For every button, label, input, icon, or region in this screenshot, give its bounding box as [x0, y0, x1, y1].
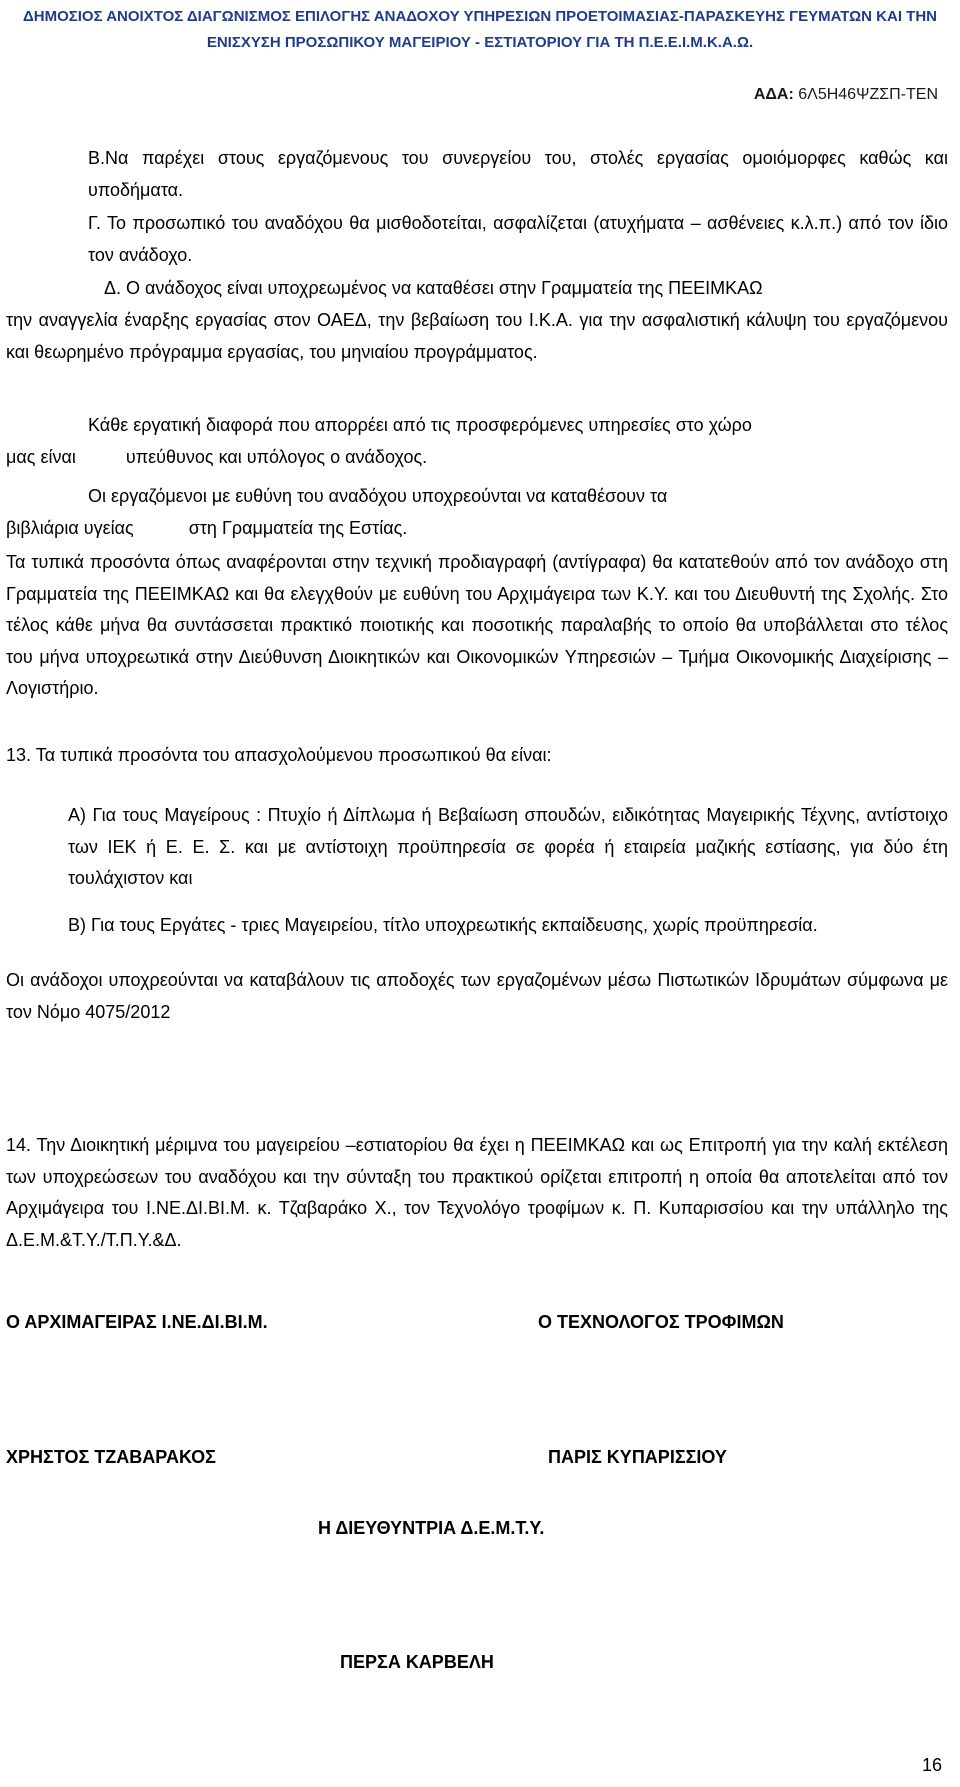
- paragraph-payment: Οι ανάδοχοι υποχρεούνται να καταβάλουν τις αποδοχές των εργαζομένων μέσω Πιστωτικών Ιδρυμάτων σύμφωνα με τον Νόμο 4075/2012: [6, 970, 948, 1022]
- paragraph-g: Γ. Το προσωπικό του αναδόχου θα μισθοδοτείται, ασφαλίζεται (ατυχήματα – ασθένειες κ.λ.π.) από τον ίδιο τον ανάδοχο.: [88, 213, 948, 265]
- signature-tech-name: ΠΑΡΙΣ ΚΥΠΑΡΙΣΣΙΟΥ: [548, 1447, 727, 1467]
- header-line-2: ΕΝΙΣΧΥΣΗ ΠΡΟΣΩΠΙΚΟΥ ΜΑΓΕΙΡΙΟΥ - ΕΣΤΙΑΤΟΡΙΟΥ ΓΙΑ ΤΗ Π.Ε.Ε.Ι.Μ.Κ.Α.Ω.: [206, 34, 754, 51]
- paragraph-d: την αναγγελία έναρξης εργασίας στον ΟΑΕΔ, την βεβαίωση του Ι.Κ.Α. για την ασφαλιστική κάλυψη του εργαζόμενου και θεωρημένο πρόγραμμα εργασίας, του μηνιαίου προγράμματος.: [6, 310, 948, 362]
- paragraph-qualifications: Τα τυπικά προσόντα όπως αναφέρονται στην τεχνική προδιαγραφή (αντίγραφα) θα κατατεθούν από τον ανάδοχο στη Γραμματεία της ΠΕΕΙΜΚΑΩ και θα ελεγχθούν με ευθύνη του Αρχιμάγειρα των Κ.Υ. και του Διευθυντή της Σχολής. Στο τέλος κάθε μήνα θα συντάσσεται πρακτικό ποιοτικής και ποσοτικής παραλαβής το οποίο θα υποβάλλεται στο τέλος του μήνα υποχρεωτικά στην Διεύθυνση Διοικητικών και Οικονομικών Υπηρεσιών – Τμήμα Οικονομικής Διαχείρισης –Λογιστήριο.: [6, 552, 948, 698]
- signature-chef-name: ΧΡΗΣΤΟΣ ΤΖΑΒΑΡΑΚΟΣ: [6, 1447, 216, 1467]
- signature-chef-title: Ο ΑΡΧΙΜΑΓΕΙΡΑΣ Ι.ΝΕ.ΔΙ.ΒΙ.Μ.: [6, 1312, 268, 1332]
- paragraph-b: Β.Να παρέχει στους εργαζόμενους του συνεργείου του, στολές εργασίας ομοιόμορφες καθώς και υποδήματα.: [88, 148, 948, 200]
- paragraph-labor-first-line: Κάθε εργατική διαφορά που απορρέει από τις προσφερόμενες υπηρεσίες στο χώρο: [88, 415, 752, 435]
- item-13-b: Β) Για τους Εργάτες - τριες Μαγειρείου, τίτλο υποχρεωτικής εκπαίδευσης, χωρίς προϋπηρεσία.: [68, 915, 818, 935]
- header-line-1: ΔΗΜΟΣΙΟΣ ΑΝΟΙΧΤΟΣ ΔΙΑΓΩΝΙΣΜΟΣ ΕΠΙΛΟΓΗΣ ΑΝΑΔΟΧΟΥ ΥΠΗΡΕΣΙΩΝ ΠΡΟΕΤΟΙΜΑΣΙΑΣ-ΠΑΡΑΣΚΕΥΗΣ ΓΕΥΜΑΤΩΝ ΚΑΙ ΤΗΝ: [22, 8, 938, 25]
- signature-director-name: ΠΕΡΣΑ ΚΑΡΒΕΛΗ: [340, 1652, 494, 1672]
- ada-value: 6Λ5Η46ΨΖΣΠ-ΤΕΝ: [793, 86, 938, 103]
- ada-label: ΑΔΑ:: [753, 86, 794, 103]
- paragraph-d-first-line: Δ. Ο ανάδοχος είναι υποχρεωμένος να καταθέσει στην Γραμματεία της ΠΕΕΙΜΚΑΩ: [104, 278, 763, 298]
- item-13-a: Α) Για τους Μαγείρους : Πτυχίο ή Δίπλωμα ή Βεβαίωση σπουδών, ειδικότητας Μαγειρικής Τέχνης, αντίστοιχο των ΙΕΚ ή Ε. Ε. Σ. και με αντίστοιχη προϋπηρεσία σε φορέα ή εταιρεία μαζικής εστίασης, για δύο έτη τουλάχιστον και: [68, 805, 948, 888]
- item-14: 14. Την Διοικητική μέριμνα του μαγειρείου –εστιατορίου θα έχει η ΠΕΕΙΜΚΑΩ και ως Επιτροπή για την καλή εκτέλεση των υποχρεώσεων του αναδόχου και την σύνταξη του πρακτικού ορίζεται επιτροπή η οποία θα αποτελείται από τον Αρχιμάγειρα του Ι.ΝΕ.ΔΙ.ΒΙ.Μ. κ. Τζαβαράκο Χ., τον Τεχνολόγο τροφίμων κ. Π. Κυπαρισσίου και την υπάλληλο της Δ.Ε.Μ.&Τ.Υ./Τ.Π.Υ.&Δ.: [6, 1135, 948, 1250]
- page-number: 16: [921, 1755, 942, 1775]
- paragraph-health: βιβλιάρια υγείας στη Γραμματεία της Εστίας.: [6, 518, 408, 538]
- paragraph-labor: μας είναι υπεύθυνος και υπόλογος ο ανάδοχος.: [6, 447, 428, 467]
- signature-director-title: Η ΔΙΕΥΘΥΝΤΡΙΑ Δ.Ε.Μ.Τ.Υ.: [318, 1518, 545, 1538]
- document-header: [0, 4, 960, 56]
- item-13-heading: 13. Τα τυπικά προσόντα του απασχολούμενου προσωπικού θα είναι:: [6, 745, 552, 765]
- signature-tech-title: Ο ΤΕΧΝΟΛΟΓΟΣ ΤΡΟΦΙΜΩΝ: [538, 1312, 784, 1332]
- ada-code: [754, 86, 938, 104]
- paragraph-health-first-line: Οι εργαζόμενοι με ευθύνη του αναδόχου υποχρεούνται να καταθέσουν τα: [88, 486, 668, 506]
